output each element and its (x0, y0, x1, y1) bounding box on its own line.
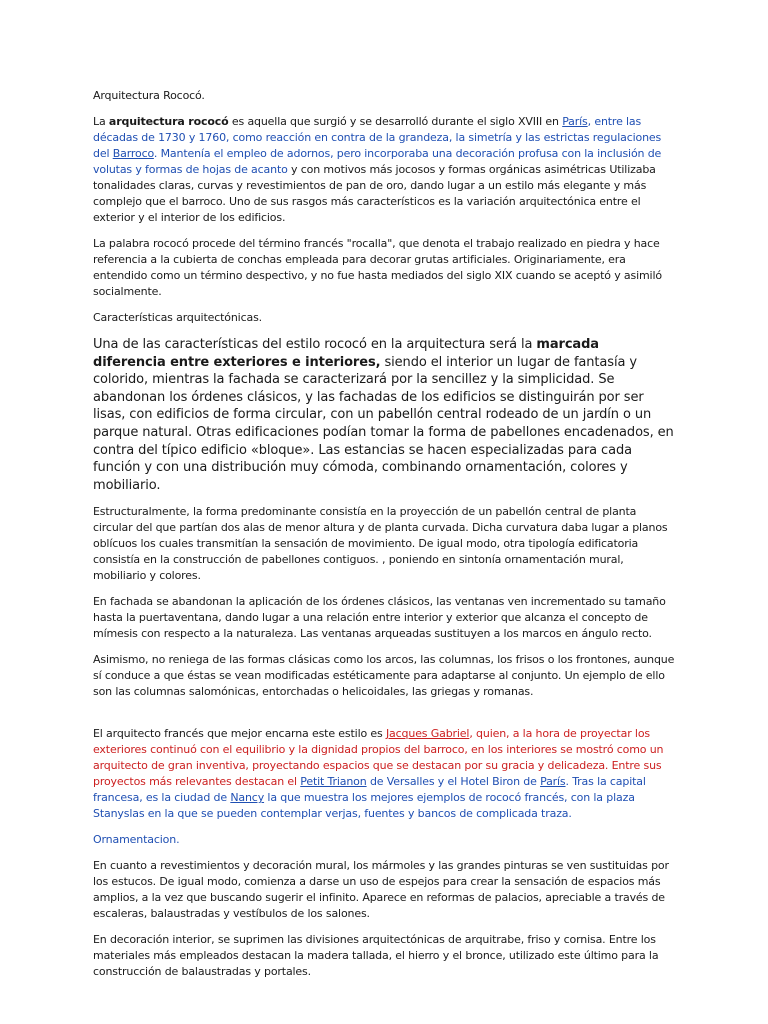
link-petit-trianon[interactable]: Petit Trianon (300, 775, 367, 789)
text-run: Una de las características del estilo rococó en la arquitectura será la (93, 337, 537, 352)
bold-term: arquitectura rococó (108, 115, 229, 128)
section-heading-characteristics: Características arquitectónicas. (93, 311, 263, 324)
blue-text: de Versalles y el Hotel Biron de (366, 775, 541, 789)
blue-text: . Tras la capital francesa, es la ciudad de (93, 775, 646, 805)
text-run: es aquella que surgió y se desarrolló durante el siglo XVIII en (228, 115, 563, 128)
link-jacques-gabriel[interactable]: Jacques Gabriel (385, 727, 470, 741)
blue-text: la que muestra los mejores ejemplos de rococó francés, con la plaza Stanyslas en la que se pueden contemplar verjas, fuentes y bancos de complicada traza. (93, 791, 635, 821)
link-nancy[interactable]: Nancy (230, 791, 265, 805)
text-run: El arquitecto francés que mejor encarna este estilo es (93, 727, 386, 741)
blue-text: , entre las décadas de 1730 y 1760, como reacción en contra de la grandeza, la simetría y las estrictas regulaciones del (93, 115, 662, 160)
document-title: Arquitectura Rococó. (93, 89, 205, 102)
link-paris[interactable]: París (540, 775, 566, 789)
paragraph-structure: Estructuralmente, la forma predominante consistía en la proyección de un pabellón central de planta circular del que partían dos alas de menor altura y de planta curvada. Dicha curvatura daba lugar a planos oblícuos los cuales transmitían la sensación de movimiento. De igual modo, otra tipología edificatoria consistía en la construcción de pabellones contiguos. , poniendo en sintonía ornamentación mural, mobiliario y colores. (93, 505, 668, 583)
paragraph-architect (93, 726, 676, 822)
text-run: siendo el interior un lugar de fantasía y colorido, mientras la fachada se caracterizará por la sencillez y la simplicidad. Se abandonan los órdenes clásicos, y las fachadas de los edificios se distinguirán por ser lisas, con edificios de forma circular, con un pabellón central rodeado de un jardín o un parque natural. Otras edificaciones podían tomar la forma de pabellones encadenados, en contra del típico edificio «bloque». Las estancias se hacen especializadas para cada función y con una distribución muy cómoda, combinando ornamentación, colores y mobiliario. (93, 354, 674, 493)
paragraph-characteristics (93, 336, 676, 494)
link-barroco[interactable]: Barroco (112, 147, 154, 160)
link-paris[interactable]: París (562, 115, 588, 128)
red-text: , quien, a la hora de proyectar los exteriores continuó con el equilibrio y la dignidad propios del barroco, en los interiores se mostró como un arquitecto de gran inventiva, proyectando espacios que se destacan por su gracia y delicadeza. Entre sus proyectos más relevantes destacan el (93, 727, 664, 789)
text-run: y con motivos más jocosos y formas orgánicas asimétricas Utilizaba tonalidades claras, curvas y revestimientos de pan de oro, dando lugar a un estilo más elegante y más complejo que el barroco. Uno de sus rasgos más característicos es la variación arquitectónica entre el exterior y el interior de los edificios. (93, 163, 656, 224)
paragraph-etymology: La palabra rococó procede del término francés "rocalla", que denota el trabajo realizado en piedra y hace referencia a la cubierta de conchas empleada para decorar grutas artificiales. Originariamente, era entendido como un término despectivo, y no fue hasta mediados del siglo XIX cuando se aceptó y asimiló socialmente. (93, 237, 662, 298)
text-run: La (93, 115, 109, 128)
paragraph-intro (93, 114, 676, 226)
paragraph-facade: En fachada se abandonan la aplicación de los órdenes clásicos, las ventanas ven incrementado su tamaño hasta la puertaventana, dando lugar a una relación entre interior y exterior que alcanza el concepto de mímesis con respecto a la naturaleza. Las ventanas arqueadas sustituyen a los marcos en ángulo recto. (93, 595, 666, 641)
paragraph-classical-forms: Asimismo, no reniega de las formas clásicas como los arcos, las columnas, los frisos o los frontones, aunque sí conduce a que éstas se vean modificadas estéticamente para adaptarse al conjunto. Un ejemplo de ello son las columnas salomónicas, entorchadas o helicoidales, las griegas y romanas. (93, 653, 675, 699)
section-heading-ornamentation: Ornamentacion. (93, 833, 180, 847)
blue-text: . Mantenía el empleo de adornos, pero incorporaba una decoración profusa con la inclusión de volutas y formas de hojas de acanto (93, 147, 662, 176)
paragraph-ornamentation: En cuanto a revestimientos y decoración mural, los mármoles y las grandes pinturas se ven sustituidas por los estucos. De igual modo, comienza a darse un uso de espejos para crear la sensación de espacios más amplios, a la vez que buscando sugerir el infinito. Aparece en reformas de palacios, apreciable a través de escaleras, balaustradas y vestíbulos de los salones. (93, 859, 669, 921)
bold-term: marcada diferencia entre exteriores e interiores, (93, 337, 599, 370)
paragraph-interior-decoration: En decoración interior, se suprimen las divisiones arquitectónicas de arquitrabe, friso y cornisa. Entre los materiales más empleados destacan la madera tallada, el hierro y el bronce, utilizado este último para la construcción de balaustradas y portales. (93, 933, 659, 979)
